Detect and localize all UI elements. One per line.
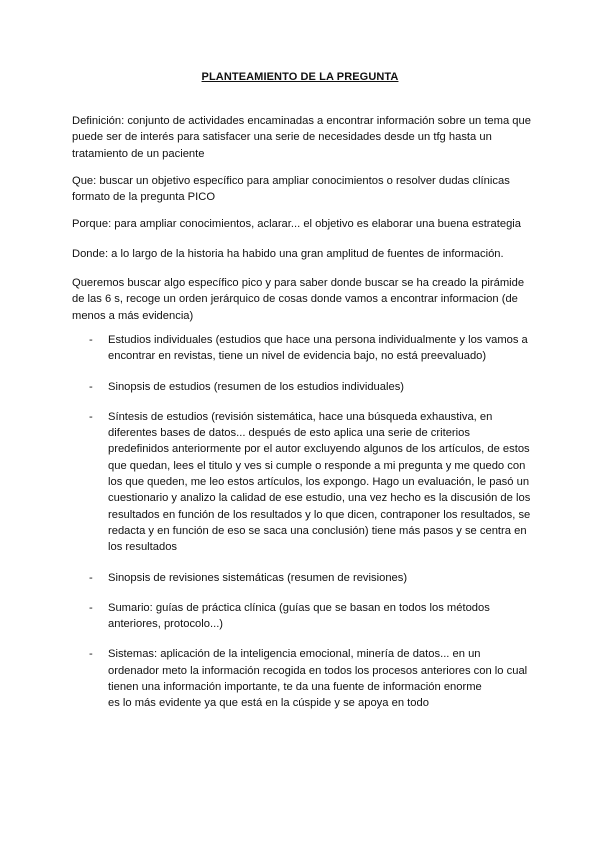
- paragraph-donde: [72, 246, 532, 262]
- list-item-line: tienen una información importante, te da una fuente de información enorme: [108, 681, 482, 694]
- list-item-line: es lo más evidente ya que está en la cúspide y se apoya en todo: [108, 697, 429, 710]
- list-item-estudios-individuales: [72, 332, 532, 365]
- paragraph-line: Que: buscar un objetivo específico para ampliar conocimientos o resolver dudas clínicas: [72, 175, 510, 187]
- paragraph-que: [72, 173, 532, 206]
- list-item-line: ordenador meto la información recogida en todos los procesos anteriores con lo cual: [108, 664, 528, 677]
- list-dash: -: [89, 334, 93, 346]
- list-item-line: predefinidos anteriormente por el autor excluyendo algunos de los artículos, de estos: [108, 443, 530, 456]
- paragraph-line: menos a más evidencia): [72, 309, 194, 322]
- list-item-line: Síntesis de estudios (revisión sistemática, hace una búsqueda exhaustiva, en: [108, 410, 493, 423]
- list-item-line: Sinopsis de estudios (resumen de los estudios individuales): [108, 380, 405, 393]
- paragraph-line: Queremos buscar algo específico pico y para saber donde buscar se ha creado la pirámide: [72, 277, 525, 289]
- list-item-sumario: [72, 600, 532, 633]
- paragraph-porque: [72, 216, 532, 232]
- list-item-line: resultados en función de los resultados y lo que dicen, contraponer los resultados, se: [108, 508, 531, 521]
- list-item-line: encontrar en revistas, tiene un nivel de evidencia bajo, no está preevaluado): [108, 350, 487, 363]
- list-item-line: cuestionario y analizo la calidad de ese estudio, una vez hecho es la discusión de los: [108, 492, 531, 505]
- list-dash: -: [89, 648, 93, 661]
- paragraph-line: tratamiento de un paciente: [72, 147, 205, 160]
- paragraph-line: Definición: conjunto de actividades encaminadas a encontrar información sobre un tema que: [72, 115, 531, 127]
- list-item-sinopsis-estudios: [72, 379, 532, 395]
- paragraph-line: Porque: para ampliar conocimientos, aclarar... el objetivo es elaborar una buena estrategia: [72, 218, 522, 230]
- list-item-line: los que queden, me leo estos artículos, los expongo. Hago un evaluación, le pasó un: [108, 476, 530, 489]
- list-item-line: Sistemas: aplicación de la inteligencia emocional, minería de datos... en un: [108, 648, 481, 661]
- paragraph-line: formato de la pregunta PICO: [72, 191, 216, 204]
- paragraph-definicion: [72, 113, 532, 162]
- paragraph-queremos: [72, 275, 532, 324]
- list-item-line: diferentes bases de datos... después de esto aplica una serie de criterios: [108, 427, 470, 440]
- list-item-line: que quedan, lees el titulo y ves si cumple o responde a mi pregunta y me quedo con: [108, 459, 526, 472]
- list-item-line: redacta y en función de eso se saca una conclusión) tiene más pasos y se centra en: [108, 524, 527, 537]
- list-item-sistemas: [72, 646, 532, 711]
- paragraph-line: de las 6 s, recoge un orden jerárquico de cosas donde vamos a encontrar informacion (de: [72, 293, 518, 306]
- page-title: PLANTEAMIENTO DE LA PREGUNTA: [201, 71, 399, 83]
- list-item-line: Sinopsis de revisiones sistemáticas (resumen de revisiones): [108, 571, 408, 584]
- list-item-line: los resultados: [108, 541, 178, 554]
- list-item-sintesis-estudios: [72, 409, 532, 556]
- list-item-line: anteriores, protocolo...): [108, 618, 224, 631]
- paragraph-line: Donde: a lo largo de la historia ha habido una gran amplitud de fuentes de información.: [72, 248, 504, 260]
- list-item-line: Sumario: guías de práctica clínica (guías que se basan en todos los métodos: [108, 601, 490, 614]
- list-dash: -: [89, 601, 93, 614]
- list-dash: -: [89, 410, 93, 423]
- list-item-line: Estudios individuales (estudios que hace una persona individualmente y los vamos a: [108, 334, 528, 346]
- list-item-sinopsis-revisiones: [72, 570, 532, 586]
- list-dash: -: [89, 380, 93, 393]
- pyramid-list: [72, 332, 532, 726]
- list-dash: -: [89, 571, 93, 584]
- paragraph-line: puede ser de interés para satisfacer una serie de necesidades desde un tfg hasta un: [72, 131, 492, 144]
